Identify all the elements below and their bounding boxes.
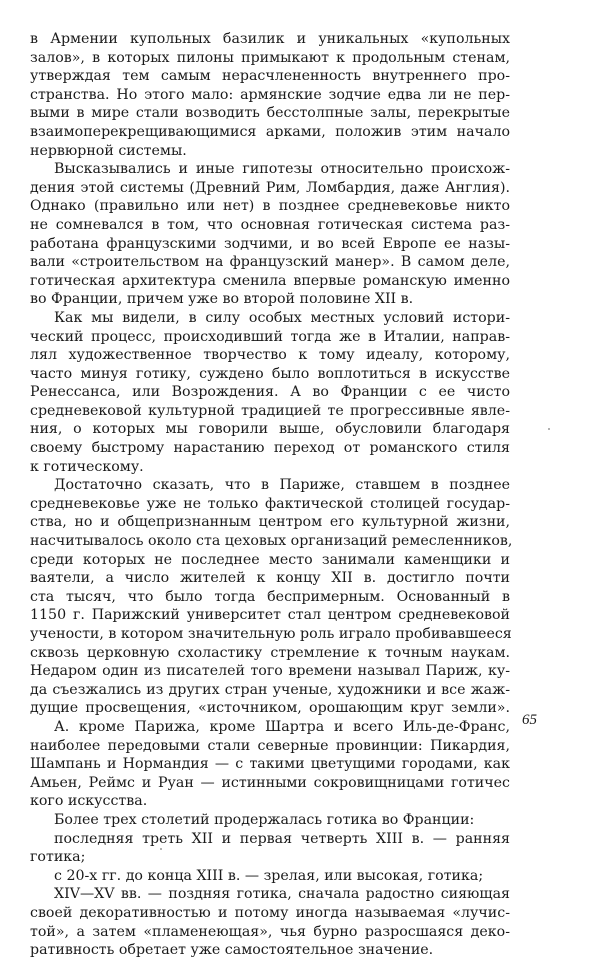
text-line: насчитывалось около ста цеховых организаций ремесленников, xyxy=(30,533,513,550)
text-line: ваятели, а число жителей к концу XII в. достигло почти xyxy=(30,570,510,587)
text-line: ративность обретает уже самостоятельное значение. xyxy=(30,942,434,959)
text-line: утверждая тем самым нерасчлененность внутреннего про- xyxy=(30,68,510,85)
paragraph-4 xyxy=(30,476,513,718)
period-high-gothic xyxy=(30,867,510,886)
text-line: своей декоративностью и потому иногда называемая «лучис- xyxy=(30,904,510,921)
text-line: готическая архитектура сменила впервые романскую именно xyxy=(30,272,510,289)
text-line: средневековой культурной традицией те прогрессивные явле- xyxy=(30,402,510,419)
text-line: взаимоперекрещивающимися арками, положив этим начало xyxy=(30,123,510,140)
text-line: Амьен, Реймс и Руан — истинными сокровищницами готичес xyxy=(30,774,510,791)
text-line: ста тысяч, что было тогда беспримерным. Основанный в xyxy=(30,588,510,605)
text-line: ства, но и общепризнанным центром его культурной жизни, xyxy=(30,514,510,531)
text-line: да съезжались из других стран ученые, художники и все жаж- xyxy=(30,681,510,698)
page-number: 65 xyxy=(522,712,537,728)
text-line: Однако (правильно или нет) в позднее средневековье никто xyxy=(30,198,510,215)
text-line: дущие просвещения, «источником, орошающим круг земли». xyxy=(30,700,510,717)
text-line: наиболее передовыми стали северные провинции: Пикардия, xyxy=(30,737,510,754)
text-column xyxy=(30,30,513,960)
period-early-gothic xyxy=(30,830,510,867)
text-line: А. кроме Парижа, кроме Шартра и всего Иль-де-Франс, xyxy=(54,718,510,735)
text-line: во Франции, причем уже во второй половине XII в. xyxy=(30,291,414,308)
text-line: не сомневался в том, что основная готическая система раз- xyxy=(30,216,510,233)
paragraph-3 xyxy=(30,309,510,476)
text-line: к готическому. xyxy=(30,458,144,475)
paragraph-2 xyxy=(30,160,510,309)
scan-speck xyxy=(160,848,162,850)
text-line: средневековье уже не только фактической столицей государ- xyxy=(30,495,510,512)
text-line: часто минуя готику, суждено было воплотиться в искусстве xyxy=(30,365,510,382)
paragraph-1 xyxy=(30,30,510,160)
text-line: последняя треть XII и первая четверть XIII в. — ранняя xyxy=(54,830,510,847)
text-line: Ренессанса, или Возрождения. А во Франции с ее чисто xyxy=(30,384,510,401)
text-line: Высказывались и иные гипотезы относительно происхож- xyxy=(54,161,510,178)
text-line: ния, о которых мы говорили выше, обусловили благодаря xyxy=(30,421,510,438)
text-line: нервюрной системы. xyxy=(30,142,187,159)
text-line: странства. Но этого мало: армянские зодчие едва ли не пер- xyxy=(30,86,510,103)
text-line: готика; xyxy=(30,849,86,866)
text-line: учености, в котором значительную роль играло пробивавшееся xyxy=(30,626,512,642)
text-line: с 20-х гг. до конца XIII в. — зрелая, или высокая, готика; xyxy=(54,867,484,884)
text-line: среди которых не последнее место занимали каменщики и xyxy=(30,551,510,568)
text-line: своему быстрому нарастанию переход от романского стиля xyxy=(30,440,510,457)
text-line: в Армении купольных базилик и уникальных «купольных xyxy=(30,31,510,47)
text-line: вали «строительством на французский манер». В самом деле, xyxy=(30,254,510,271)
text-line: ческий процесс, происходивший тогда же в Италии, направ- xyxy=(30,328,510,345)
text-line: залов», в которых пилоны примыкают к продольным стенам, xyxy=(30,49,510,66)
text-line: Недаром один из писателей того времени называл Париж, ку- xyxy=(30,663,510,680)
text-line: работана французскими зодчими, и во всей Европе ее назы- xyxy=(30,235,510,252)
period-late-gothic xyxy=(30,885,510,959)
text-line: 1150 г. Парижский университет стал центром средневековой xyxy=(30,607,510,624)
text-line: сквозь церковную схоластику стремление к точным наукам. xyxy=(30,644,510,661)
text-line: Более трех столетий продержалась готика во Франции: xyxy=(54,811,475,828)
text-line: дения этой системы (Древний Рим, Ломбардия, даже Англия). xyxy=(30,179,510,196)
paragraph-periods-intro xyxy=(30,811,510,830)
text-line: Как мы видели, в силу особых местных условий истори- xyxy=(54,309,510,326)
text-line: лял художественное творчество к тому идеалу, которому, xyxy=(30,347,510,364)
text-line: Достаточно сказать, что в Париже, ставшем в позднее xyxy=(54,477,510,494)
scan-speck xyxy=(548,428,550,430)
text-line: той», а затем «пламенеющая», чья бурно разросшаяся деко- xyxy=(30,923,510,940)
paragraph-5 xyxy=(30,718,510,811)
text-line: кого искусства. xyxy=(30,793,148,810)
text-line: XIV—XV вв. — поздняя готика, сначала радостно сияющая xyxy=(54,886,510,903)
text-line: выми в мире стали возводить бесстолпные залы, перекрытые xyxy=(30,105,510,122)
text-line: Шампань и Нормандия — с такими цветущими городами, как xyxy=(30,756,510,773)
